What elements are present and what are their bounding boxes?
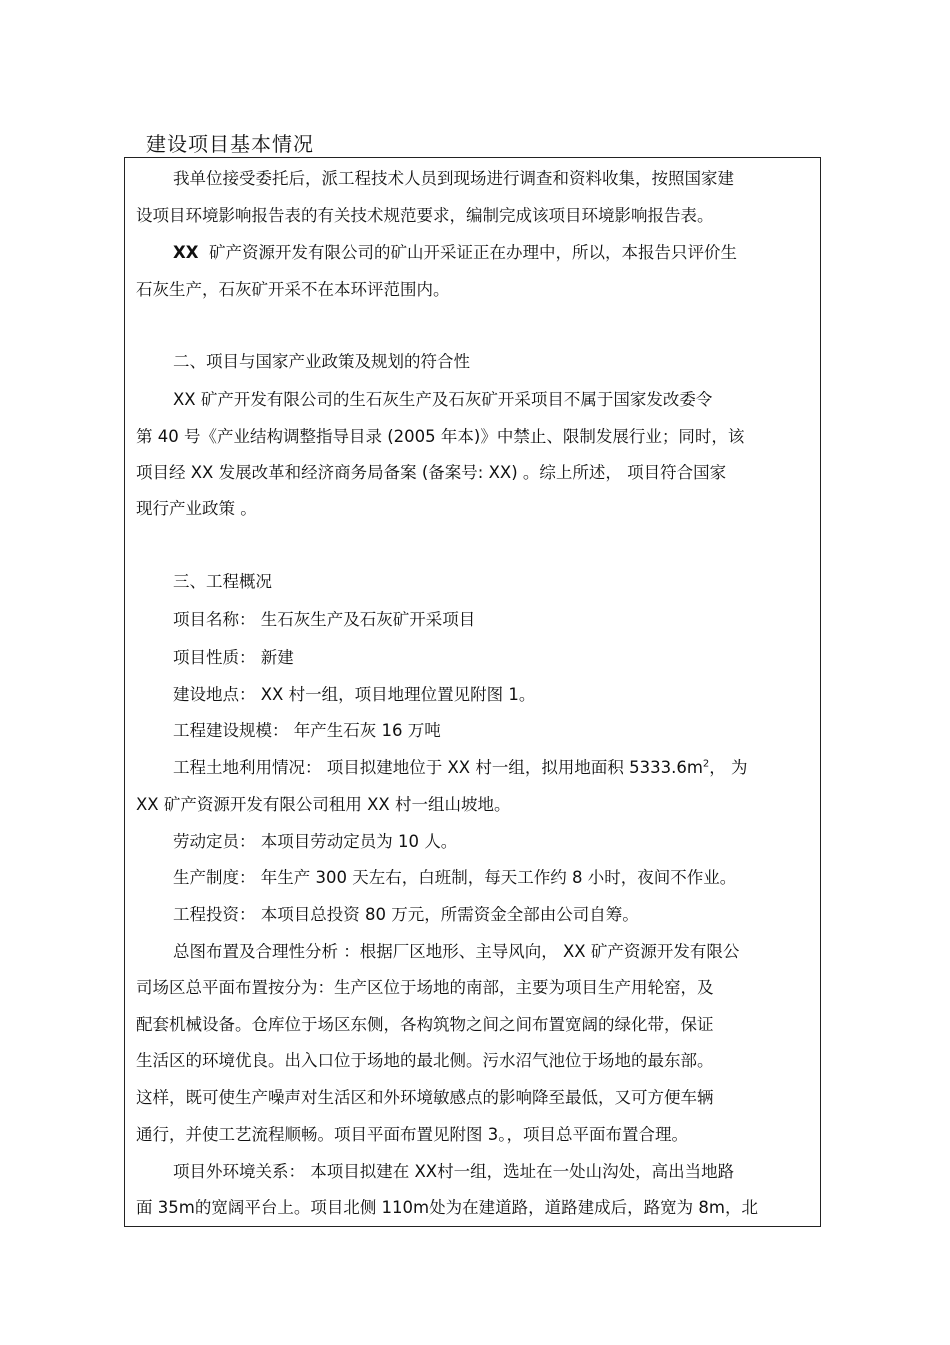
paragraph-line: 总图布置及合理性分析 ：根据厂区地形、主导风向， XX 矿产资源开发有限公 (173, 942, 740, 961)
paragraph-line: 劳动定员： 本项目劳动定员为 10 人。 (173, 832, 458, 851)
paragraph-line: 配套机械设备。仓库位于场区东侧，各构筑物之间之间布置宽阔的绿化带，保证 (136, 1015, 714, 1034)
paragraph-line: 项目经 XX 发展改革和经济商务局备案 (备案号: XX) 。综上所述， 项目符合国家 (136, 463, 727, 482)
company-name: XX (173, 243, 199, 262)
paragraph-text: 矿产资源开发有限公司的矿山开采证正在办理中，所以，本报告只评价生 (208, 243, 737, 262)
paragraph-line (173, 757, 748, 779)
paragraph-line: 生产制度： 年生产 300 天左右，白班制，每天工作约 8 小时，夜间不作业。 (173, 868, 737, 887)
paragraph-line: 通行，并使工艺流程顺畅。项目平面布置见附图 3。，项目总平面布置合理。 (136, 1125, 688, 1144)
paragraph-line: 项目外环境关系： 本项目拟建在 XX村一组，选址在一处山沟处，高出当地路 (173, 1162, 735, 1181)
paragraph-text: ， 为 (709, 758, 748, 777)
paragraph-line: 现行产业政策 。 (136, 499, 257, 518)
paragraph-line: 面 35m的宽阔平台上。项目北侧 110m处为在建道路，道路建成后，路宽为 8m，北 (136, 1198, 758, 1217)
section-heading: 二、项目与国家产业政策及规划的符合性 (173, 352, 470, 371)
paragraph-line (173, 242, 737, 264)
paragraph-line: 工程投资： 本项目总投资 80 万元，所需资金全部由公司自筹。 (173, 905, 639, 924)
paragraph-line: 生活区的环境优良。出入口位于场地的最北侧。污水沼气池位于场地的最东部。 (136, 1051, 714, 1070)
paragraph-text: 工程土地利用情况： 项目拟建地位于 XX 村一组，拟用地面积 5333.6m (173, 758, 703, 777)
section-heading: 三、工程概况 (173, 572, 272, 591)
paragraph-line: XX 矿产开发有限公司的生石灰生产及石灰矿开采项目不属于国家发改委令 (173, 390, 713, 409)
paragraph-line: 项目性质： 新建 (173, 648, 294, 667)
paragraph-line: 司场区总平面布置按分为：生产区位于场地的南部，主要为项目生产用轮窑，及 (136, 978, 714, 997)
superscript: 2 (702, 758, 710, 770)
paragraph-line: 我单位接受委托后，派工程技术人员到现场进行调查和资料收集，按照国家建 (173, 169, 734, 188)
paragraph-line: 这样，既可使生产噪声对生活区和外环境敏感点的影响降至最低，又可方便车辆 (136, 1088, 714, 1107)
paragraph-line: 第 40 号《产业结构调整指导目录 (2005 年本)》中禁止、限制发展行业；同时，该 (136, 427, 745, 446)
paragraph-line: 项目名称： 生石灰生产及石灰矿开采项目 (173, 610, 476, 629)
paragraph-line: XX 矿产资源开发有限公司租用 XX 村一组山坡地。 (136, 795, 511, 814)
paragraph-line: 工程建设规模： 年产生石灰 16 万吨 (173, 721, 441, 740)
paragraph-line: 石灰生产，石灰矿开采不在本环评范围内。 (136, 280, 450, 299)
paragraph-line: 建设地点： XX 村一组，项目地理位置见附图 1。 (173, 685, 536, 704)
page-title: 建设项目基本情况 (146, 132, 314, 156)
paragraph-line: 设项目环境影响报告表的有关技术规范要求，编制完成该项目环境影响报告表。 (136, 206, 714, 225)
